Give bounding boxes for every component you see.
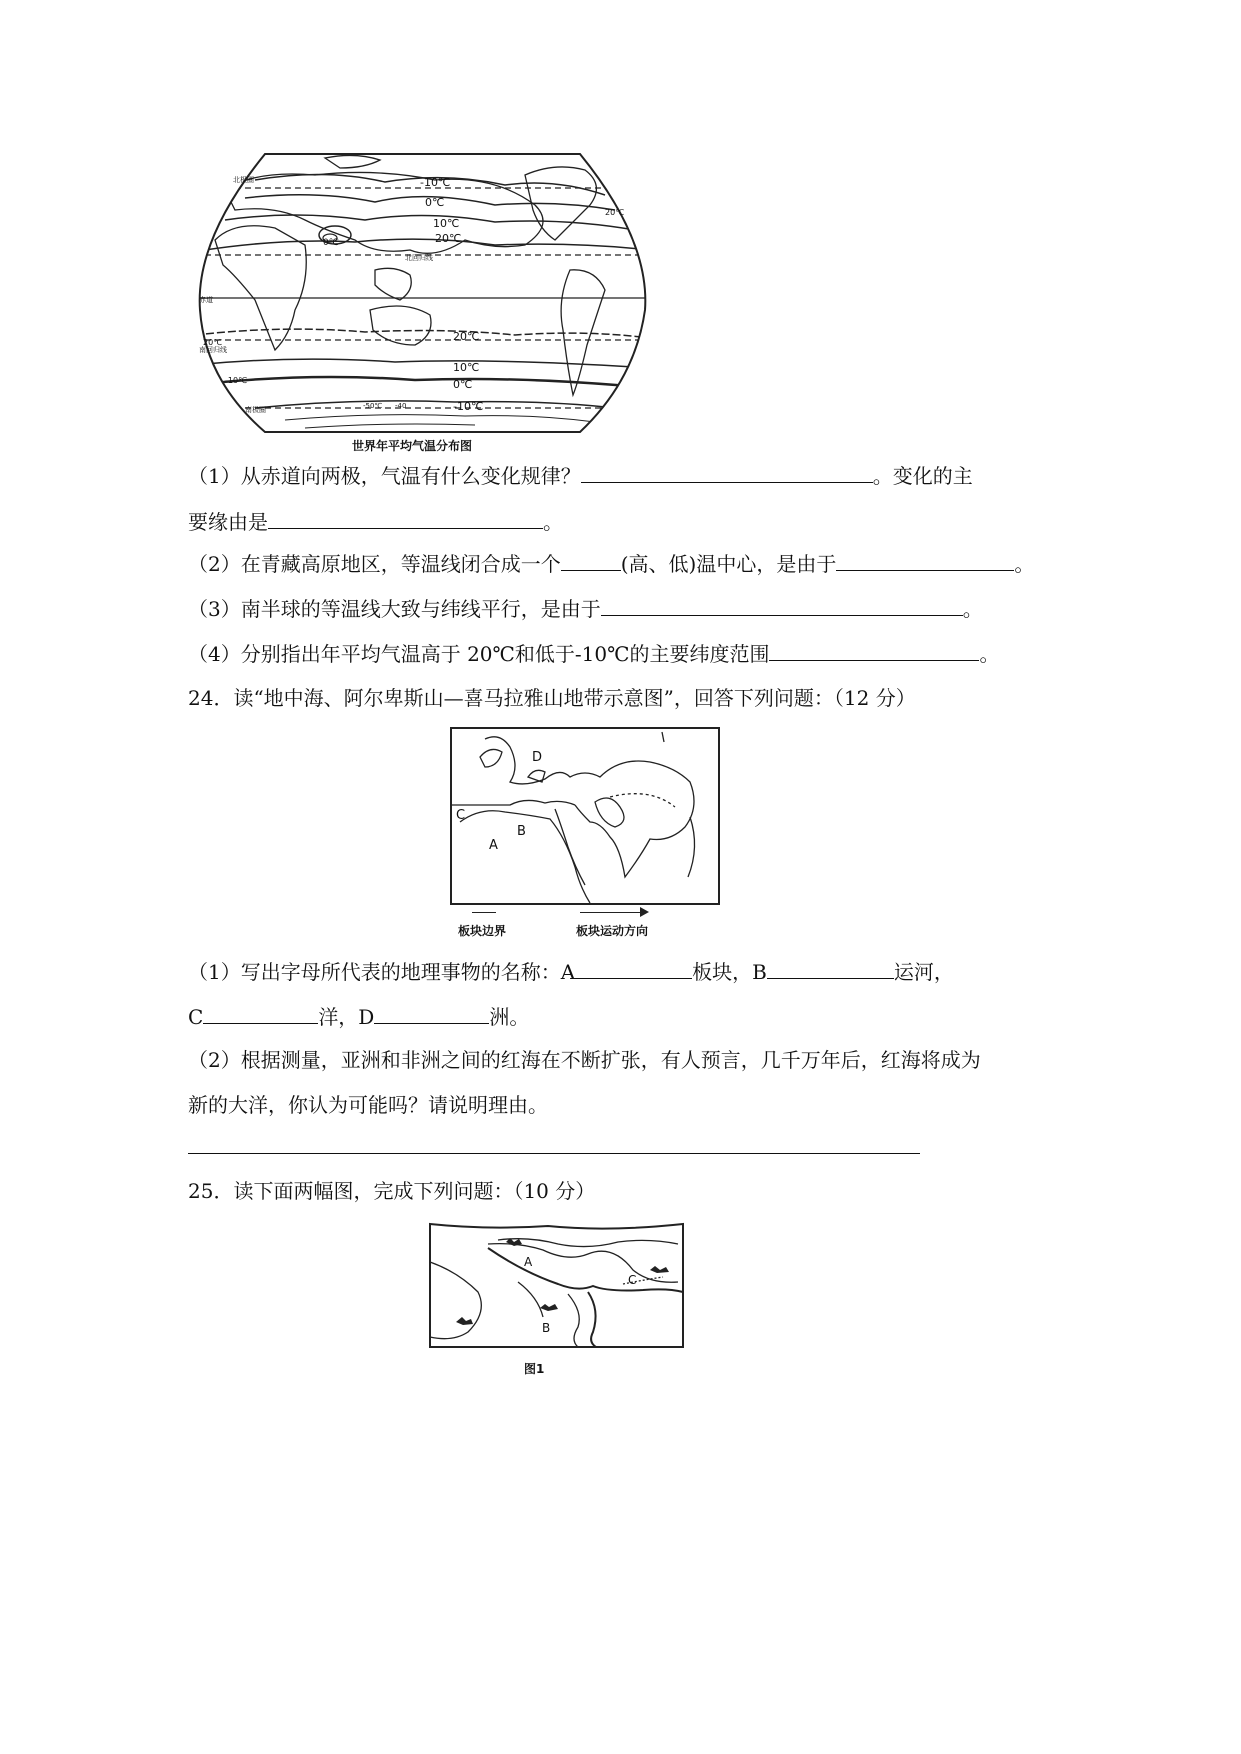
isotherm-label: 0℃: [453, 378, 473, 391]
question-text: 。: [962, 597, 983, 621]
question-text: 。: [979, 642, 1000, 666]
plate-map-drawing: [450, 727, 720, 905]
question-24-2-cont: 新的大洋，你认为可能吗？请说明理由。: [188, 1093, 548, 1117]
question-25-title: 25．读下面两幅图，完成下列问题：（10 分）: [188, 1179, 596, 1203]
question-text: 洋，D: [318, 1005, 375, 1029]
map-label-b: B: [517, 824, 526, 839]
map-label-d: D: [532, 750, 543, 765]
isotherm-label: -50℃: [363, 402, 383, 410]
answer-blank[interactable]: [268, 508, 543, 529]
answer-blank[interactable]: [561, 550, 621, 571]
answer-blank[interactable]: [575, 958, 692, 979]
question-23-1: [188, 462, 973, 489]
question-text: 要缘由是: [188, 510, 268, 534]
parallel-label: 南极圈: [245, 406, 266, 414]
question-text: （4）分别指出年平均气温高于 20℃和低于-10℃的主要纬度范围: [188, 642, 770, 666]
legend-boundary-label: 板块边界: [458, 924, 507, 938]
isotherm-label: -10℃: [453, 400, 484, 413]
map-label-b: B: [542, 1321, 551, 1335]
answer-blank[interactable]: [601, 595, 963, 616]
question-23-2: [188, 550, 1034, 577]
question-text: （1）从赤道向两极，气温有什么变化规律？: [188, 464, 581, 488]
question-24-1: [188, 958, 954, 985]
isotherm-label: 0℃: [323, 238, 339, 248]
question-23-1-cont: [188, 508, 563, 535]
isotherm-label: -10℃: [420, 176, 451, 189]
question-text: 板块，B: [692, 960, 767, 984]
isotherm-label: 20℃: [605, 208, 625, 217]
question-text: （3）南半球的等温线大致与纬线平行，是由于: [188, 597, 601, 621]
map-caption: 世界年平均气温分布图: [352, 439, 473, 453]
parallel-label: 赤道: [199, 296, 213, 304]
legend-motion-label: 板块运动方向: [576, 924, 649, 938]
question-text: C: [188, 1005, 204, 1029]
map-label-c: C: [456, 808, 466, 823]
question-text: （2）在青藏高原地区，等温线闭合成一个: [188, 552, 561, 576]
question-text: (高、低)温中心，是由于: [620, 552, 837, 576]
question-23-4: [188, 640, 999, 667]
legend-motion-symbol: [580, 912, 642, 913]
question-text: 。: [1014, 552, 1035, 576]
question-23-3: [188, 595, 983, 622]
figure-1-caption: 图1: [524, 1362, 545, 1376]
map-label-a: A: [489, 838, 498, 853]
answer-blank[interactable]: [769, 640, 979, 661]
question-text: （1）写出字母所代表的地理事物的名称：A: [188, 960, 576, 984]
map-label-a: A: [524, 1255, 533, 1269]
question-text: 。变化的主: [872, 464, 973, 488]
parallel-label: 南回归线: [199, 346, 227, 354]
question-text: 。: [543, 510, 563, 534]
question-text: 洲。: [489, 1005, 530, 1029]
figure-1-drawing: [428, 1222, 686, 1350]
answer-blank[interactable]: [374, 1003, 489, 1024]
map-label-c: C: [628, 1273, 637, 1287]
isotherm-label: 20℃: [435, 232, 462, 245]
arrow-icon: [640, 907, 649, 917]
isotherm-label: 20℃: [453, 330, 480, 343]
parallel-label: 北回归线: [405, 254, 433, 262]
question-24-title: 24．读“地中海、阿尔卑斯山—喜马拉雅山地带示意图”，回答下列问题：（12 分）: [188, 686, 916, 710]
question-24-1-cont: [188, 1003, 529, 1030]
parallel-label: 北极圈: [233, 176, 254, 184]
isotherm-label: 0℃: [425, 196, 445, 209]
answer-blank[interactable]: [203, 1003, 318, 1024]
answer-line[interactable]: [188, 1153, 920, 1154]
figure-1-map: [428, 1222, 686, 1350]
mediterranean-himalaya-map: [450, 727, 720, 905]
isotherm-label: 10℃: [433, 217, 460, 230]
isotherm-label: 10℃: [453, 361, 480, 374]
answer-blank[interactable]: [836, 550, 1014, 571]
world-temperature-map: [195, 150, 650, 435]
answer-blank[interactable]: [581, 462, 873, 483]
world-temperature-map-drawing: [195, 150, 650, 435]
legend-boundary-symbol: [472, 912, 496, 913]
isotherm-label: -10℃: [225, 376, 248, 385]
question-24-2: （2）根据测量，亚洲和非洲之间的红海在不断扩张，有人预言，几千万年后，红海将成为: [188, 1048, 981, 1072]
isotherm-label: 20℃: [203, 338, 223, 347]
question-text: 运河，: [893, 960, 954, 984]
isotherm-label: -40: [395, 402, 407, 410]
answer-blank[interactable]: [767, 958, 894, 979]
